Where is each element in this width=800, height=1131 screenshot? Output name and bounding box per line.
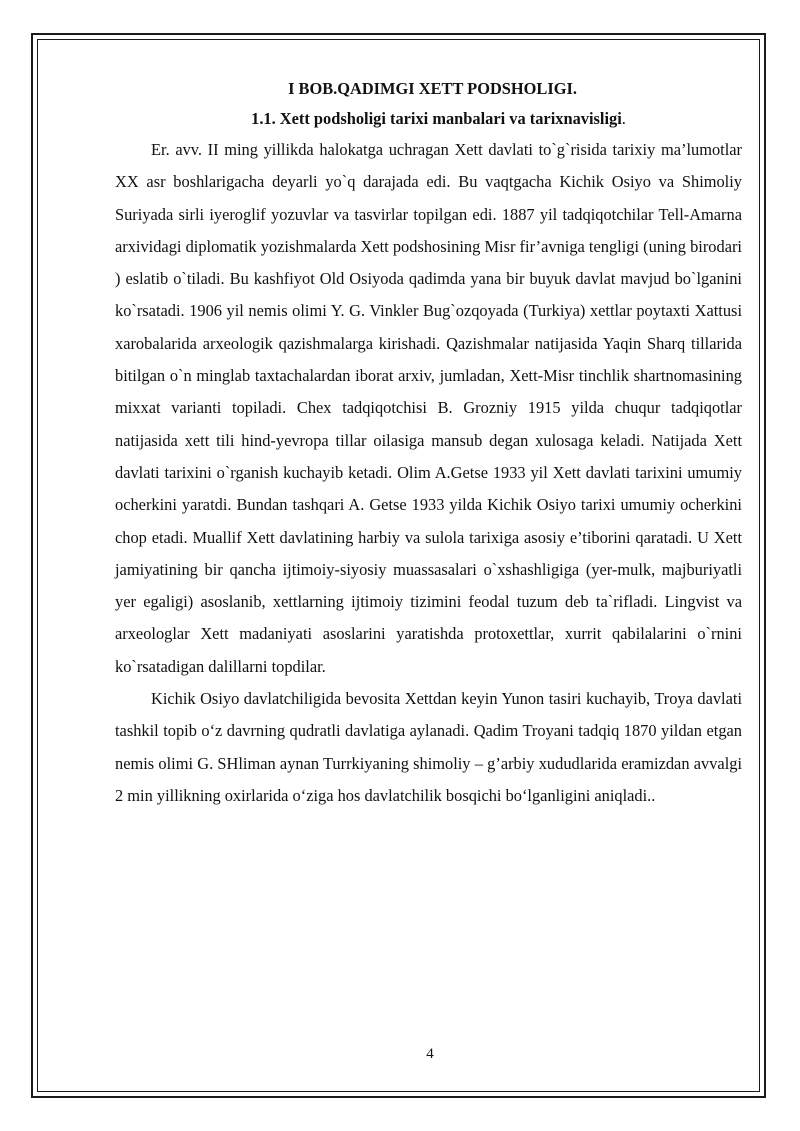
section-title — [115, 103, 742, 134]
page-content — [115, 74, 742, 812]
paragraph-2: Kichik Osiyo davlatchiligida bevosita Xettdan keyin Yunon tasiri kuchayib, Troya davlati tashkil topib o‘z davrning qudratli davlatiga aylanadi. Qadim Troyani tadqiq 1870 yildan etgan nemis olimi G. SHliman aynan Turrkiyaning shimoliy – g’arbiy xududlarida eramizdan avvalgi 2 min yillikning oxirlarida o‘ziga hos davlatchilik bosqichi bo‘lganligini aniqladi.. — [115, 689, 742, 805]
paragraph-1: Er. avv. II ming yillikda halokatga uchragan Xett davlati to`g`risida tarixiy ma’lumotlar XX asr boshlarigacha deyarli yo`q darajada edi. Bu vaqtgacha Kichik Osiyo va Shimoliy Suriyada sirli iyeroglif yozuvlar va tasvirlar topilgan edi. 1887 yil tadqiqotchilar Tell-Amarna arxividagi diplomatik yozishmalarda Xett podshosining Misr fir’avniga tengligi (uning birodari ) eslatib o`tiladi. Bu kashfiyot Old Osiyoda qadimda yana bir buyuk davlat mavjud bo`lganini ko`rsatadi. 1906 yil nemis olimi Y. G. Vinkler Bug`ozqoyada (Turkiya) xettlar poytaxti Xattusi xarobalarida arxeologik qazishmalarga kirishadi. Qazishmalar natijasida Yaqin Sharq tillarida bitilgan o`n minglab taxtachalardan iborat arxiv, jumladan, Xett-Misr tinchlik shartnomasining mixxat varianti topiladi. Chex tadqiqotchisi B. Grozniy 1915 yilda chuqur tadqiqotlar natijasida xett tili hind-yevropa tillar oilasiga mansub degan xulosaga keladi. Natijada Xett davlati tarixini o`rganish kuchayib ketadi. Olim A.Getse 1933 yil Xett davlati tarixini umumiy ocherkini yaratdi. Bundan tashqari A. Getse 1933 yilda Kichik Osiyo tarixi umumiy ocherkini chop etadi. Muallif Xett davlatining harbiy va sulola tarixiga asosiy e’tiborini qaratadi. U Xett jamiyatining bir qancha ijtimoiy-siyosiy muassasalari o`xshashligiga (yer-mulk, majburiyatli yer egaligi) asoslanib, xettlarning ijtimoiy tizimini feodal tuzum deb ta`rifladi. Lingvist va arxeologlar Xett madaniyati asoslarini yaratishda protoxettlar, xurrit qabilalarini o`rnini ko`rsatadigan dalillarni topdilar. — [115, 140, 742, 676]
chapter-title: I BOB.QADIMGI XETT PODSHOLIGI. — [288, 79, 577, 98]
page-number: 4 — [426, 1046, 434, 1062]
section-title-period: . — [621, 109, 626, 128]
section-title-text: 1.1. Xett podsholigi tarixi manbalari va tarixnavisligi — [251, 109, 622, 128]
